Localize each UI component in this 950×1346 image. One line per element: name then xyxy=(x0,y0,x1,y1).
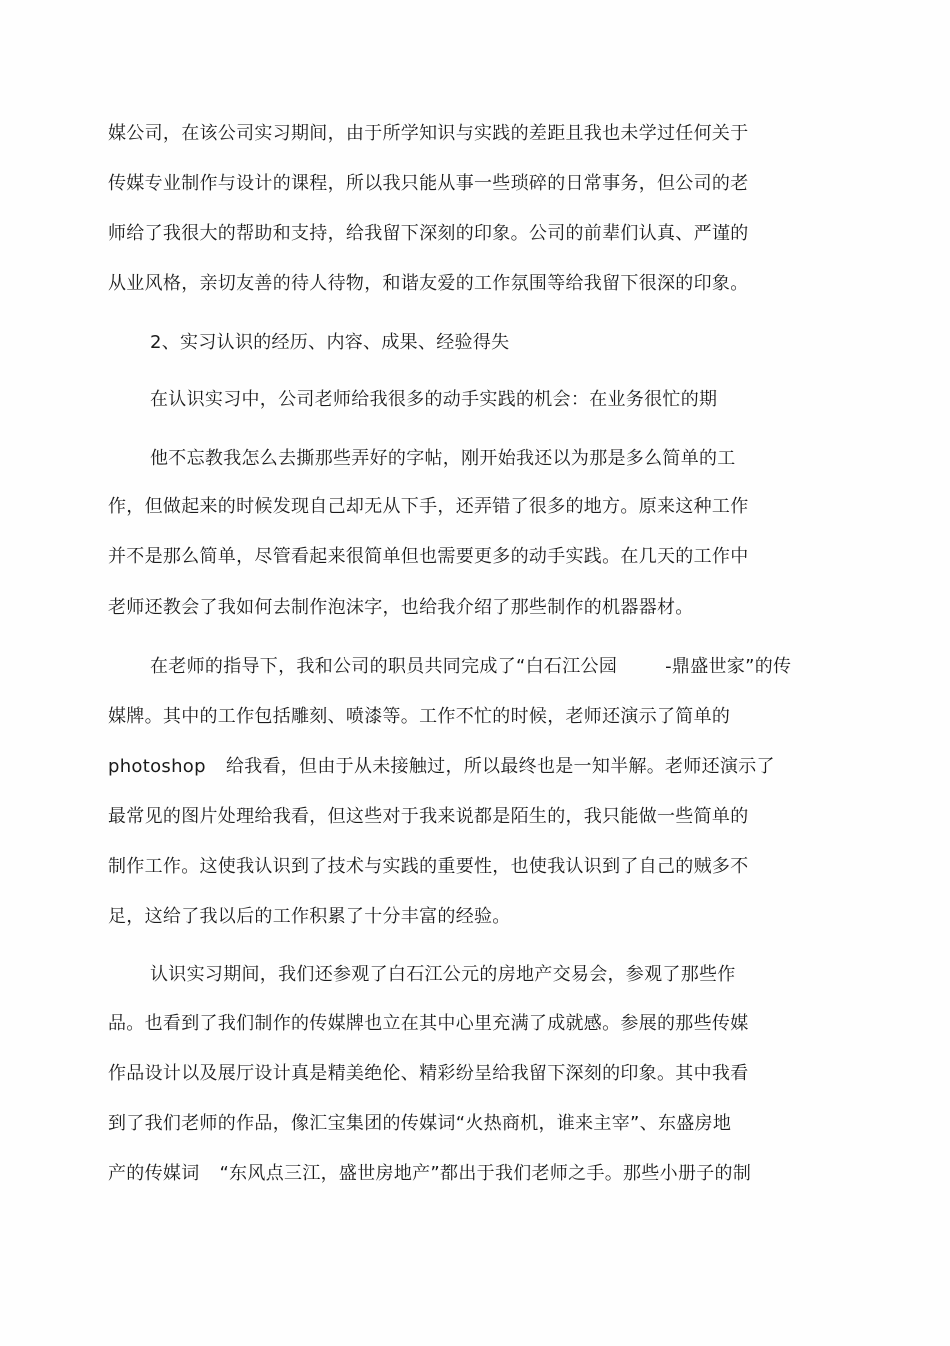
text-line-14: 最常见的图片处理给我看，但这些对于我来说都是陌生的，我只能做一些简单的 xyxy=(108,806,749,827)
text-line-11 xyxy=(150,656,791,678)
text-line-9: 并不是那么简单，尽管看起来很简单但也需要更多的动手实践。在几天的工作中 xyxy=(108,546,749,567)
text-line-19: 作品设计以及展厅设计真是精美绝伦、精彩纷呈给我留下深刻的印象。其中我看 xyxy=(108,1063,749,1084)
text-line-20: 到了我们老师的作品，像汇宝集团的传媒词“火热商机，谁来主宰”、东盛房地 xyxy=(108,1113,732,1134)
text-line-13 xyxy=(108,756,775,778)
text-line-15: 制作工作。这使我认识到了技术与实践的重要性，也使我认识到了自己的贼多不 xyxy=(108,856,749,877)
text-line-7: 他不忘教我怎么去撕那些弄好的字帖，刚开始我还以为那是多么简单的工 xyxy=(150,448,736,469)
text-line-17: 认识实习期间，我们还参观了白石江公元的房地产交易会，参观了那些作 xyxy=(150,964,736,985)
text-line-3: 师给了我很大的帮助和支持，给我留下深刻的印象。公司的前辈们认真、严谨的 xyxy=(108,223,749,244)
text-line-18: 品。也看到了我们制作的传媒牌也立在其中心里充满了成就感。参展的那些传媒 xyxy=(108,1013,749,1034)
text-line-11-part-1: 在老师的指导下，我和公司的职员共同完成了“白石江公园 xyxy=(150,656,618,677)
text-line-10: 老师还教会了我如何去制作泡沫字，也给我介绍了那些制作的机器器材。 xyxy=(108,597,694,618)
text-line-12: 媒牌。其中的工作包括雕刻、喷漆等。工作不忙的时候，老师还演示了简单的 xyxy=(108,706,731,727)
text-line-2: 传媒专业制作与设计的课程，所以我只能从事一些琐碎的日常事务，但公司的老 xyxy=(108,173,749,194)
text-line-21 xyxy=(108,1163,751,1185)
text-line-4: 从业风格，亲切友善的待人待物，和谐友爱的工作氛围等给我留下很深的印象。 xyxy=(108,273,749,294)
section-heading: 2、实习认识的经历、内容、成果、经验得失 xyxy=(150,332,510,353)
text-line-13-part-1: photoshop xyxy=(108,756,206,777)
text-line-6: 在认识实习中，公司老师给我很多的动手实践的机会：在业务很忙的期 xyxy=(150,389,718,410)
text-line-13-part-2: 给我看，但由于从未接触过，所以最终也是一知半解。老师还演示了 xyxy=(225,756,775,777)
text-line-21-part-2: “东风点三江，盛世房地产”都出于我们老师之手。那些小册子的制 xyxy=(219,1163,752,1184)
text-line-11-part-2: -鼎盛世家”的传 xyxy=(665,656,792,677)
text-line-16: 足，这给了我以后的工作积累了十分丰富的经验。 xyxy=(108,906,511,927)
text-line-8: 作，但做起来的时候发现自己却无从下手，还弄错了很多的地方。原来这种工作 xyxy=(108,496,749,517)
text-line-21-part-1: 产的传媒词 xyxy=(108,1163,200,1184)
text-line-1: 媒公司，在该公司实习期间，由于所学知识与实践的差距且我也未学过任何关于 xyxy=(108,123,749,144)
